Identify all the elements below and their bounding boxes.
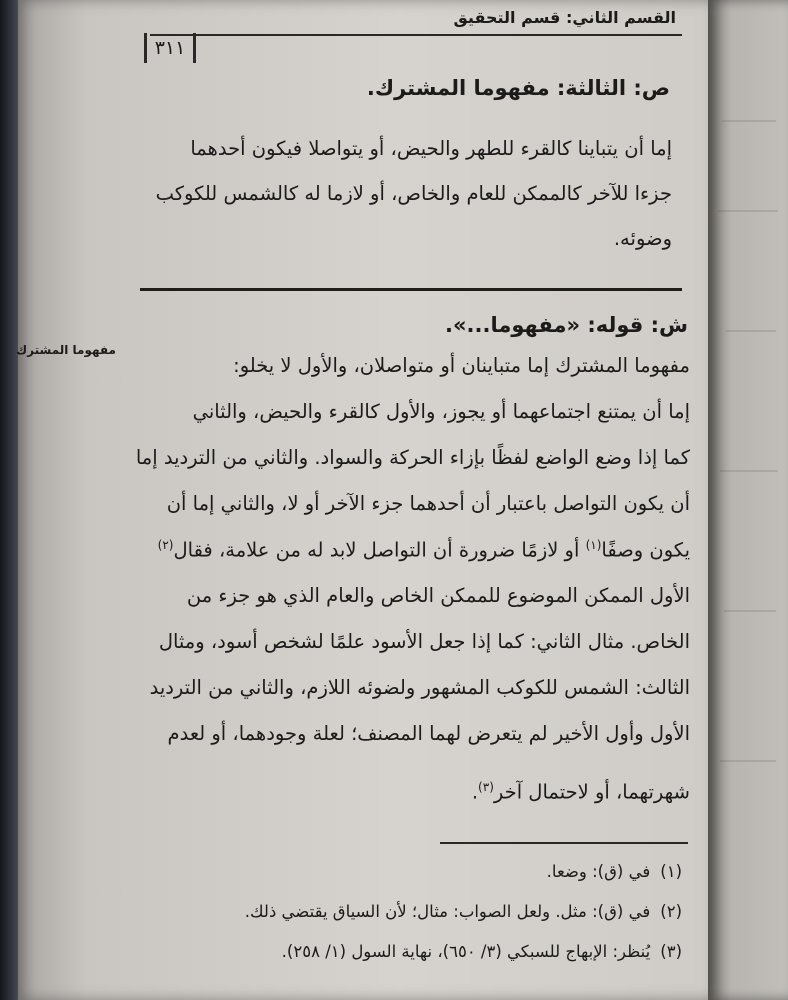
footnote <box>150 862 682 881</box>
footnote-rule <box>440 842 688 844</box>
sharh-line <box>120 780 690 804</box>
sharh-line: الأول الممكن الموضوع للممكن الخاص والعام الذي هو جزء من <box>186 584 690 607</box>
sharh-line: مفهوما المشترك إما متباينان أو متواصلان، والأول لا يخلو: <box>233 354 690 377</box>
margin-note: مفهوما المشترك <box>16 343 116 357</box>
adjacent-page-edge <box>708 0 788 1000</box>
matn-heading: ص: الثالثة: مفهوما المشترك. <box>366 76 670 100</box>
header-rule <box>150 34 682 36</box>
footnote-ref: (٣) <box>478 780 494 794</box>
sharh-line: الأول وأول الأخير لم يتعرض لهما المصنف؛ لعلة وجودهما، أو لعدم <box>167 722 690 745</box>
sharh-heading: ش: قوله: «مفهوما...». <box>444 313 688 337</box>
sharh-line: أن يكون التواصل باعتبار أن أحدهما جزء الآخر أو لا، والثاني إما أن <box>166 492 690 515</box>
matn-line: إما أن يتباينا كالقرء للطهر والحيض، أو يتواصلا فيكون أحدهما <box>190 137 672 160</box>
running-head: القسم الثاني: قسم التحقيق <box>453 8 676 27</box>
footnote-ref: (٢) <box>157 538 174 552</box>
footnote <box>150 902 682 921</box>
line-text: يكون وصفًا <box>601 538 690 562</box>
matn-line: وضوئه. <box>613 227 672 250</box>
sharh-line: الخاص. مثال الثاني: كما إذا جعل الأسود علمًا لشخص أسود، ومثال <box>158 630 690 653</box>
page-number: ٣١١ <box>144 33 196 63</box>
line-text: . <box>471 780 479 804</box>
sharh-line: كما إذا وضع الواضع لفظًا بإزاء الحركة والسواد. والثاني من الترديد إما <box>135 446 690 469</box>
section-divider <box>140 288 682 291</box>
footnote-number: (٣) <box>660 942 682 961</box>
footnote <box>150 942 682 961</box>
line-text: أو لازمًا ضرورة أن التواصل لابد له من علامة، فقال <box>173 538 586 562</box>
footnote-ref: (١) <box>585 538 602 552</box>
line-text: شهرتهما، أو لاحتمال آخر <box>493 780 690 804</box>
footnote-text: في (ق): مثل. ولعل الصواب: مثال؛ لأن السياق يقتضي ذلك. <box>244 902 651 921</box>
footnote-number: (١) <box>660 862 682 881</box>
footnote-text: يُنظر: الإبهاج للسبكي (٣/ ٦٥٠)، نهاية السول (١/ ٢٥٨). <box>281 942 651 961</box>
footnote-number: (٢) <box>660 902 682 921</box>
footnote-text: في (ق): وضعا. <box>546 862 651 881</box>
sharh-line: إما أن يمتنع اجتماعهما أو يجوز، والأول كالقرء والحيض، والثاني <box>192 400 690 423</box>
matn-line: جزءا للآخر كالممكن للعام والخاص، أو لازما له كالشمس للكوكب <box>155 182 672 205</box>
sharh-line <box>120 538 690 562</box>
sharh-line: الثالث: الشمس للكوكب المشهور ولضوئه اللازم، والثاني من الترديد <box>149 676 690 699</box>
